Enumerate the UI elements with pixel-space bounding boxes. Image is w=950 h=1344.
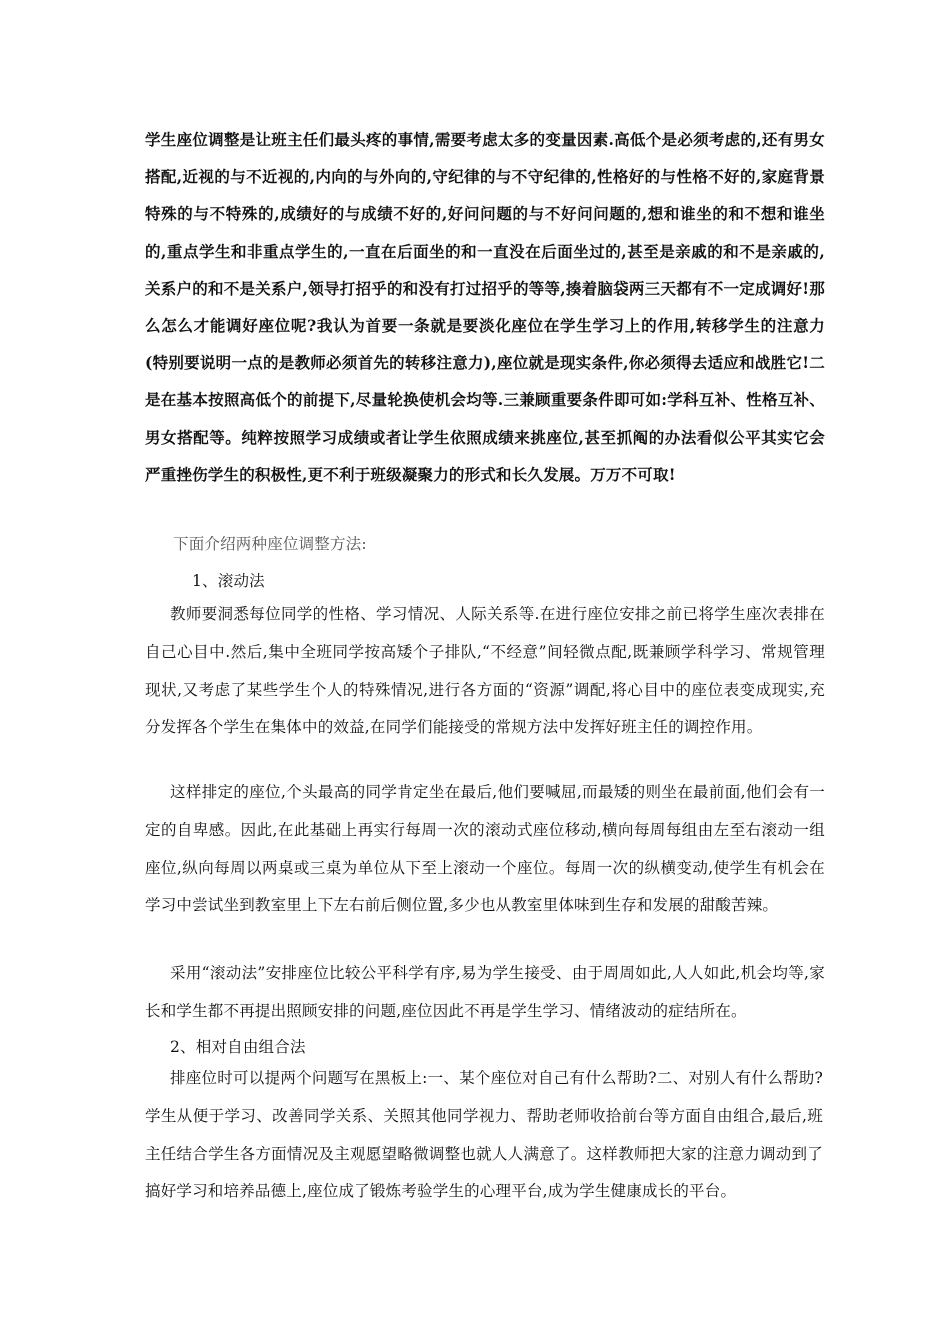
method2-paragraph: 排座位时可以提两个问题写在黑板上:一、某个座位对自己有什么帮助?二、对别人有什么帮助?学生从便于学习、改善同学关系、关照其他同学视力、帮助老师收拾前台等方面自由组合,最后,班主任结合学生各方面情况及主观愿望略微调整也就人人满意了。这样教师把大家的注意力调动到了搞好学习和培养品德上,座位成了锻炼考验学生的心理平台,成为学生健康成长的平台。: [145, 1069, 823, 1201]
method1-paragraph: 教师要洞悉每位同学的性格、学习情况、人际关系等.在进行座位安排之前已将学生座次表排在自己心目中.然后,集中全班同学按高矮个子排队,“不经意”间轻微点配,既兼顾学科学习、常规管理现状,又考虑了某些学生个人的特殊情况,进行各方面的“资源”调配,将心目中的座位表变成现实,充分发挥各个学生在集体中的效益,在同学们能接受的常规方法中发挥好班主任的调控作用。: [145, 605, 825, 737]
method1-heading: 1、滚动法: [192, 572, 265, 590]
method1-paragraph: 这样排定的座位,个头最高的同学肯定坐在最后,他们要喊屈,而最矮的则坐在最前面,他们会有一定的自卑感。因此,在此基础上再实行每周一次的滚动式座位移动,横向每周每组由左至右滚动一组座位,纵向每周以两桌或三桌为单位从下至上滚动一个座位。每周一次的纵横变动,使学生有机会在学习中尝试坐到教室里上下左右前后侧位置,多少也从教室里体味到生存和发展的甜酸苦辣。: [145, 783, 825, 915]
method2-heading: 2、相对自由组合法: [170, 1038, 306, 1056]
methods-intro-line: 下面介绍两种座位调整方法:: [173, 535, 367, 553]
method1-paragraph: 采用“滚动法”安排座位比较公平科学有序,易为学生接受、由于周周如此,人人如此,机会均等,家长和学生都不再提出照顾安排的问题,座位因此不再是学生学习、情绪波动的症结所在。: [145, 964, 825, 1020]
intro-paragraph: 学生座位调整是让班主任们最头疼的事情,需要考虑太多的变量因素.高低个是必须考虑的,还有男女搭配,近视的与不近视的,内向的与外向的,守纪律的与不守纪律的,性格好的与性格不好的,家庭背景特殊的与不特殊的,成绩好的与成绩不好的,好问问题的与不好问问题的,想和谁坐的和不想和谁坐的,重点学生和非重点学生的,一直在后面坐的和一直没在后面坐过的,甚至是亲戚的和不是亲戚的,关系户的和不是关系户,领导打招乎的和没有打过招乎的等等,揍着脑袋两三天都有不一定成调好!那么怎么才能调好座位呢?我认为首要一条就是要淡化座位在学生学习上的作用,转移学生的注意力(特别要说明一点的是教师必须首先的转移注意力),座位就是现实条件,你必须得去适应和战胜它!二是在基本按照高低个的前提下,尽量轮换使机会均等.三兼顾重要条件即可如:学科互补、性格互补、男女搭配等。纯粹按照学习成绩或者让学生依照成绩来挑座位,甚至抓阄的办法看似公平其实它会严重挫伤学生的积极性,更不利于班级凝聚力的形式和长久发展。万万不可取!: [145, 130, 825, 484]
